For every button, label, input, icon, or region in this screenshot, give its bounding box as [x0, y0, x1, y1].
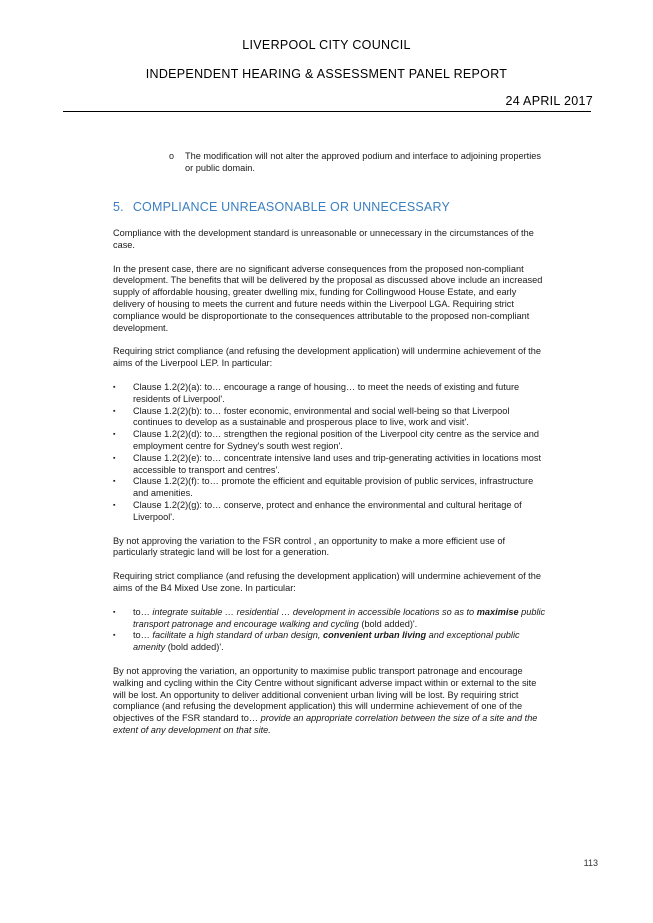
list-item	[113, 406, 549, 430]
paragraph: Compliance with the development standard is unreasonable or unnecessary in the circumstances of the case.	[113, 228, 534, 250]
page-body	[113, 150, 549, 749]
paragraph: Requiring strict compliance (and refusing the development application) will undermine achievement of the aims of the Liverpool LEP. In particular:	[113, 346, 541, 369]
paragraph	[113, 666, 549, 737]
objective-suffix: (bold added)'.	[165, 642, 224, 653]
bullet-marker: ▪	[113, 454, 116, 462]
objective-italic: integrate suitable … residential … development in accessible locations so as to	[152, 606, 477, 617]
lep-clause-list	[113, 382, 549, 524]
list-item	[113, 607, 549, 631]
objective-prefix: to…	[133, 630, 153, 641]
bullet-marker: ▪	[113, 501, 116, 509]
bullet-marker: ▪	[113, 383, 116, 391]
sub-bullet-item	[113, 150, 549, 174]
header-rule	[63, 111, 591, 112]
list-item-text: Clause 1.2(2)(e): to… concentrate intensive land uses and trip-generating activities in locations most accessible to transport and centres'.	[133, 452, 542, 475]
sub-bullet-marker: o	[169, 151, 175, 161]
objective-italic: public transport patronage and encourage walking and cycling	[133, 606, 546, 629]
council-name: LIVERPOOL CITY COUNCIL	[242, 38, 411, 52]
section-number: 5.	[113, 200, 124, 214]
objective-italic: facilitate a high standard of urban design,	[152, 630, 323, 641]
list-item-text: Clause 1.2(2)(f): to… promote the efficient and equitable provision of public services, infrastructure and amenities.	[133, 476, 534, 499]
bullet-marker: ▪	[113, 632, 116, 640]
sub-bullet-text: The modification will not alter the approved podium and interface to adjoining properties or public domain.	[185, 151, 541, 173]
paragraph: Requiring strict compliance (and refusing the development application) will undermine achievement of the aims of the B4 Mixed Use zone. In particular:	[113, 571, 541, 593]
report-date: 24 APRIL 2017	[505, 94, 593, 108]
bullet-marker: ▪	[113, 478, 116, 486]
list-item-text: Clause 1.2(2)(d): to… strengthen the regional position of the Liverpool city centre as the service and employment centre for Sydney's south west region'.	[133, 429, 540, 451]
bullet-marker: ▪	[113, 407, 116, 415]
list-item	[113, 500, 549, 524]
list-item	[113, 429, 549, 453]
objective-suffix: (bold added)'.	[358, 618, 418, 629]
bullet-marker: ▪	[113, 431, 116, 439]
zone-objective-list	[113, 607, 549, 654]
list-item-text: Clause 1.2(2)(g): to… conserve, protect and enhance the environmental and cultural heritage of Liverpool'.	[133, 499, 522, 522]
list-item	[113, 630, 549, 654]
paragraph: In the present case, there are no significant adverse consequences from the proposed non-compliant development. The benefits that will be delivered by the proposal as discussed above include an increased supply of affordable housing, greater dwelling mix, funding for Collingwood House Estate, and early delivery of housing to meets the current and future needs within the Liverpool LGA. Requiring strict compliance would be disproportionate to the consequences attributable to the proposed non-compliant development.	[113, 263, 543, 333]
paragraph-quote: provide an appropriate correlation between the size of a site and the extent of any development on that site.	[113, 713, 538, 735]
objective-italic: and exceptional public amenity	[133, 630, 520, 653]
list-item	[113, 453, 549, 477]
list-item-text: Clause 1.2(2)(b): to… foster economic, environmental and social well-being so that Liverpool continues to develop as a sustainable and prosperous place to live, work and visit'.	[133, 405, 510, 428]
section-title: COMPLIANCE UNREASONABLE OR UNNECESSARY	[132, 200, 450, 214]
paragraph-text: By not approving the variation, an opportunity to maximise public transport patronage and encourage walking and cycling within the City Centre without significant adverse impact within or external to the site will be lost. An opportunity to deliver additional convenient urban living will be lost. By requiring strict compliance (and refusing the development application) this will undermine achievement of one of the objectives of the FSR standard to…	[113, 665, 537, 724]
list-item	[113, 382, 549, 406]
list-item	[113, 476, 549, 500]
page-number: 113	[583, 858, 598, 868]
section-heading	[113, 200, 549, 214]
objective-bold: maximise	[476, 606, 519, 617]
report-title: INDEPENDENT HEARING & ASSESSMENT PANEL REPORT	[145, 67, 508, 81]
list-item-text: Clause 1.2(2)(a): to… encourage a range of housing… to meet the needs of existing and future residents of Liverpool'.	[133, 381, 520, 404]
paragraph: By not approving the variation to the FSR control , an opportunity to make a more efficient use of particularly strategic land will be lost for a generation.	[113, 535, 506, 558]
objective-prefix: to…	[133, 606, 153, 617]
objective-bold: convenient urban living	[323, 630, 427, 641]
bullet-marker: ▪	[113, 608, 116, 616]
